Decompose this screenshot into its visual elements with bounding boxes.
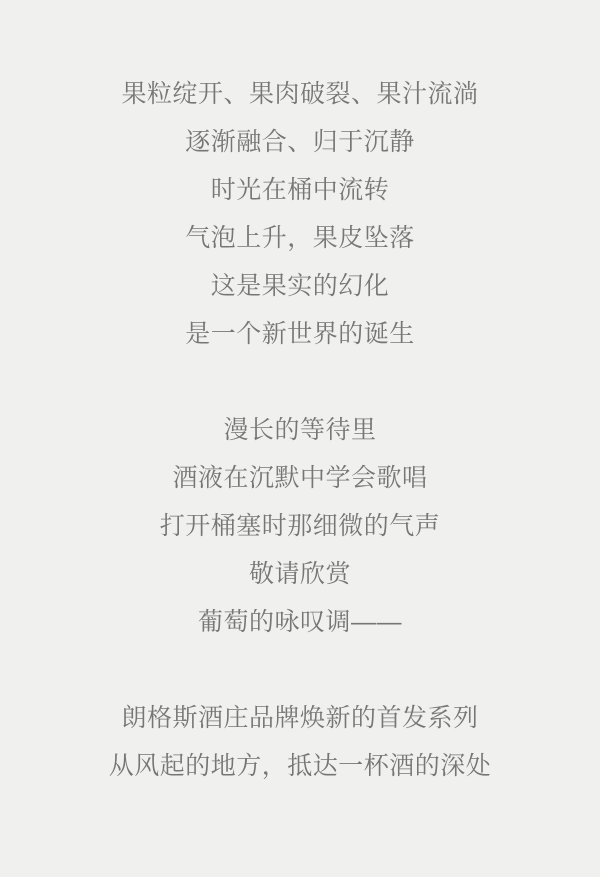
poem-line: 葡萄的咏叹调—— [197,608,402,636]
poem-stanza-2 [0,406,600,646]
poem-stanza-3 [0,694,600,790]
poem-line: 从风起的地方，抵达一杯酒的深处 [108,752,492,780]
poem-line: 时光在桶中流转 [210,176,390,204]
poem-line: 漫长的等待里 [223,416,377,444]
poem-line: 这是果实的幻化 [210,272,390,300]
poem-stanza-1 [0,70,600,358]
poem-line: 气泡上升，果皮坠落 [185,224,415,252]
poem-line: 打开桶塞时那细微的气声 [159,512,441,540]
poem-line: 果粒绽开、果肉破裂、果汁流淌 [121,80,479,108]
poem-line: 酒液在沉默中学会歌唱 [172,464,428,492]
poem-line: 朗格斯酒庄品牌焕新的首发系列 [121,704,479,732]
poem-line: 敬请欣赏 [248,560,351,588]
poem-line: 是一个新世界的诞生 [185,320,415,348]
poem-line: 逐渐融合、归于沉静 [185,128,415,156]
